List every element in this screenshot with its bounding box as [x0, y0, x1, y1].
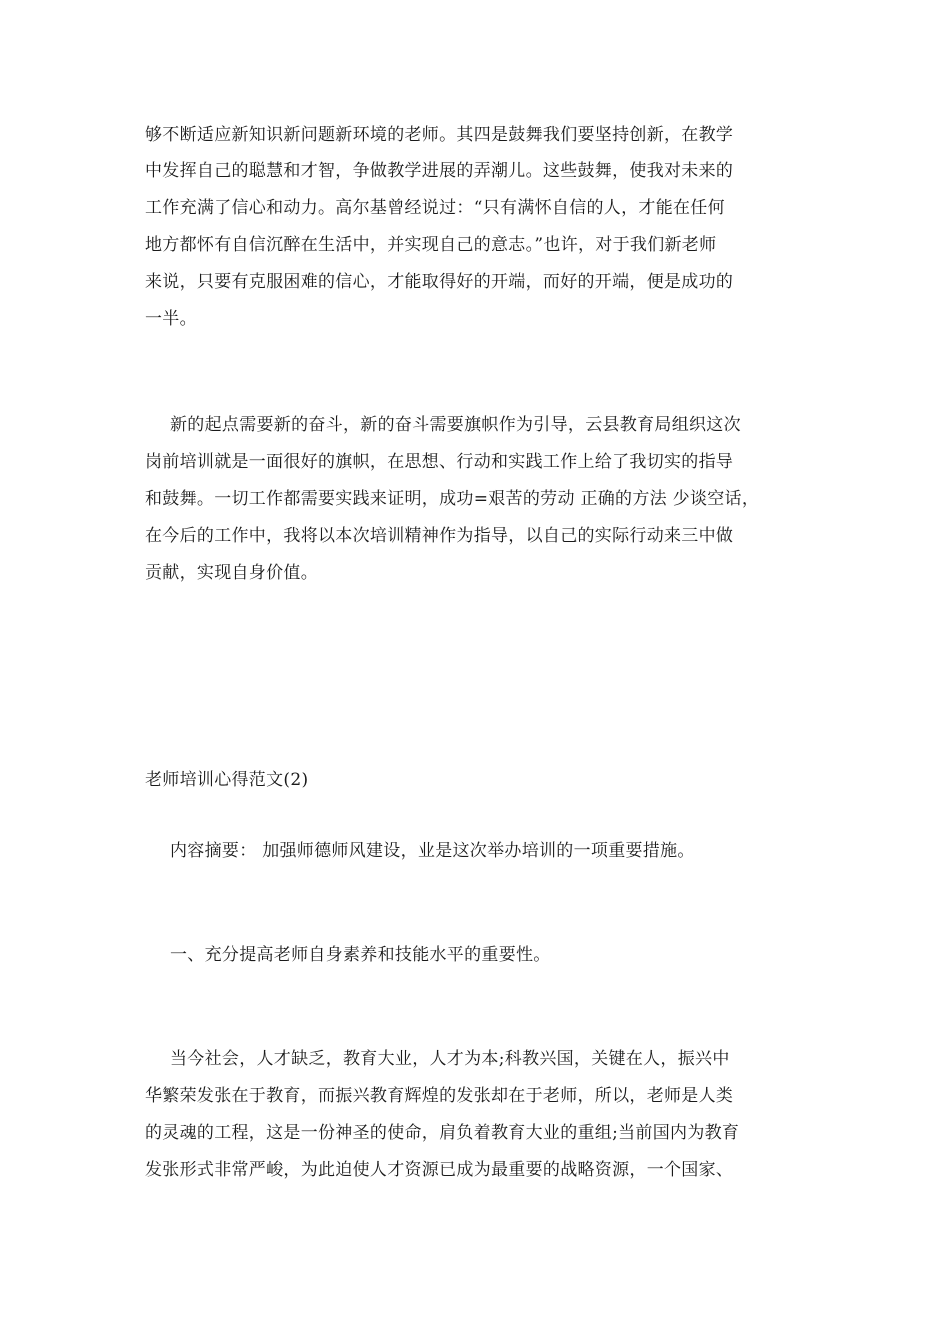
paragraph3-line-2: 华繁荣发张在于教育，而振兴教育辉煌的发张却在于老师，所以，老师是人类 — [145, 1086, 734, 1106]
paragraph2-line-3: 和鼓舞。一切工作都需要实践来证明，成功=艰苦的劳动 正确的方法 少谈空话， — [145, 489, 760, 509]
paragraph1-line-1: 够不断适应新知识新问题新环境的老师。其四是鼓舞我们要坚持创新，在教学 — [145, 125, 734, 145]
heading-1: 一、充分提高老师自身素养和技能水平的重要性。 — [170, 945, 551, 965]
paragraph3-line-1: 当今社会，人才缺乏，教育大业，人才为本;科教兴国，关键在人，振兴中 — [170, 1049, 730, 1069]
paragraph2-line-2: 岗前培训就是一面很好的旗帜，在思想、行动和实践工作上给了我切实的指导 — [145, 452, 734, 472]
paragraph3-line-4: 发张形式非常严峻，为此迫使人才资源已成为最重要的战略资源，一个国家、 — [145, 1160, 734, 1180]
paragraph1-line-4: 地方都怀有自信沉醉在生活中，并实现自己的意志。”也许，对于我们新老师 — [145, 235, 717, 255]
paragraph1-line-5: 来说，只要有克服困难的信心，才能取得好的开端，而好的开端，便是成功的 — [145, 272, 734, 292]
paragraph2-line-4: 在今后的工作中，我将以本次培训精神作为指导，以自己的实际行动来三中做 — [145, 526, 734, 546]
paragraph1-line-6: 一半。 — [145, 309, 197, 329]
summary-line: 内容摘要： 加强师德师风建设，业是这次举办培训的一项重要措施。 — [170, 841, 695, 861]
paragraph2-line-5: 贡献，实现自身价值。 — [145, 563, 318, 583]
paragraph1-line-3: 工作充满了信心和动力。高尔基曾经说过：“只有满怀自信的人，才能在任何 — [145, 198, 725, 218]
paragraph3-line-3: 的灵魂的工程，这是一份神圣的使命，肩负着教育大业的重组;当前国内为教育 — [145, 1123, 740, 1143]
paragraph2-line-1: 新的起点需要新的奋斗，新的奋斗需要旗帜作为引导，云县教育局组织这次 — [170, 415, 741, 435]
paragraph1-line-2: 中发挥自己的聪慧和才智，争做教学进展的弄潮儿。这些鼓舞，使我对未来的 — [145, 161, 734, 181]
section-title: 老师培训心得范文(2) — [145, 770, 309, 790]
